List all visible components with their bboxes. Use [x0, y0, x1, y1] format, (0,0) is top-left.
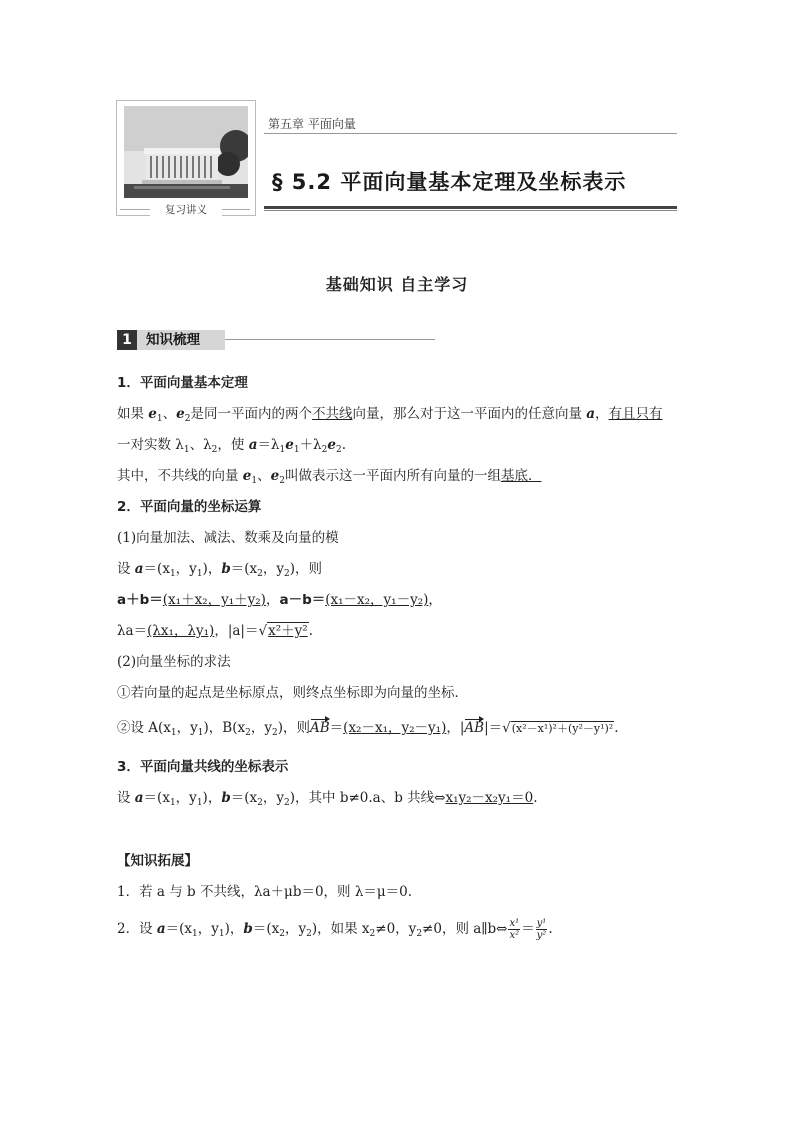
blank-bugx: 不共线 [311, 406, 353, 422]
s2-title: 2．平面向量的坐标运算 [117, 499, 262, 515]
ext-item-2: 2．设 $a=(x_1$，$y_1$)，$b=(x_2$，$y_2$)，如果 $x_2\ne 0$，$y_2\ne 0$，则 a∥b⇔ $\frac{\text{x¹}}{\text{x²}}$ ＝ $\frac{\text{y¹}}{\text{y²}}$ . [117, 918, 553, 941]
blank-sub: (x₁－x₂，y₁－y₂) [325, 592, 429, 608]
s2-sub1: (1)向量加法、减法、数乘及向量的模 [117, 530, 339, 546]
s2-c2: ②设 $A(x_1$，$y_1$)，$B(x_2$，$y_2$)，则AB＝(x₂－x₁，y₂－y₁)，|AB|＝√(x²－x¹)²＋(y²－y¹)². [117, 720, 619, 738]
badge-number: 1 [117, 330, 137, 350]
chapter-rule [264, 133, 677, 134]
s1-paragraph-2: 一对实数 $\lambda_1$、$\lambda_2$，使 $a=\lambda_1e_1+\lambda_2e_2$. [117, 437, 346, 455]
section-heading: 基础知识 自主学习 [325, 275, 469, 294]
chapter-label: 第五章 平面向量 [268, 117, 356, 131]
s1-paragraph-3: 其中，不共线的向量 $e_1$、$e_2$叫做表示这一平面内所有向量的一组基底． [117, 468, 542, 486]
s3-line: 设 $a=(x_1$，$y_1$)，$b=(x_2$，$y_2$)，其中 b≠0.a、b 共线⇔x₁y₂－x₂y₁＝0. [117, 790, 538, 808]
badge-label: 知识梳理 [146, 332, 200, 348]
blank-ab: (x₂－x₁，y₂－y₁) [343, 720, 447, 736]
badge-rule [225, 339, 435, 340]
blank-jd: 基底． [500, 468, 542, 484]
ext-item-1: 1．若 a 与 b 不共线，λa＋μb＝0，则 λ＝μ＝0. [117, 884, 413, 900]
page-title: § 5.2 平面向量基本定理及坐标表示 [272, 170, 627, 194]
vector-ab-mod: AB [464, 720, 485, 736]
s1-title: 1．平面向量基本定理 [117, 375, 248, 391]
ext-title: 【知识拓展】 [117, 853, 198, 869]
blank-lam: (λx₁，λy₁) [147, 623, 215, 639]
lincoln-memorial-image [124, 106, 248, 198]
fraction-y: $\frac{\text{y¹}}{\text{y²}}$ [536, 918, 547, 941]
s2-c1: ①若向量的起点是坐标原点，则终点坐标即为向量的坐标． [117, 685, 468, 701]
s2-set: 设 $a=(x_1$，$y_1$)，$b=(x_2$，$y_2$)，则 [117, 561, 323, 579]
s1-paragraph-1: 如果 $e_1$、$e_2$是同一平面内的两个不共线向量，那么对于这一平面内的任意向量 a，有且只有 [117, 406, 663, 424]
blank-ab-mod: (x²－x¹)²＋(y²－y¹)² [511, 722, 614, 735]
blank-mod: x²＋y² [268, 623, 308, 639]
thumbnail-caption: 复习讲义 [150, 203, 222, 217]
fraction-x: $\frac{\text{x¹}}{\text{x²}}$ [509, 918, 520, 941]
title-rule-thick [264, 206, 677, 209]
title-rule-thin [264, 210, 677, 211]
vector-ab: AB [310, 720, 330, 736]
blank-add: (x₁＋x₂，y₁＋y₂) [162, 592, 266, 608]
blank-collinear: x₁y₂－x₂y₁＝0 [445, 790, 534, 806]
blank-yqzy: 有且只有 [608, 406, 663, 422]
s3-title: 3．平面向量共线的坐标表示 [117, 759, 289, 775]
s2-sub2: (2)向量坐标的求法 [117, 654, 231, 670]
s2-add-sub: a＋b＝(x₁＋x₂，y₁＋y₂)，a－b＝(x₁－x₂，y₁－y₂)， [117, 592, 442, 608]
s2-scalar-mod: λa＝(λx₁，λy₁)，|a|＝√x²＋y². [117, 623, 313, 639]
